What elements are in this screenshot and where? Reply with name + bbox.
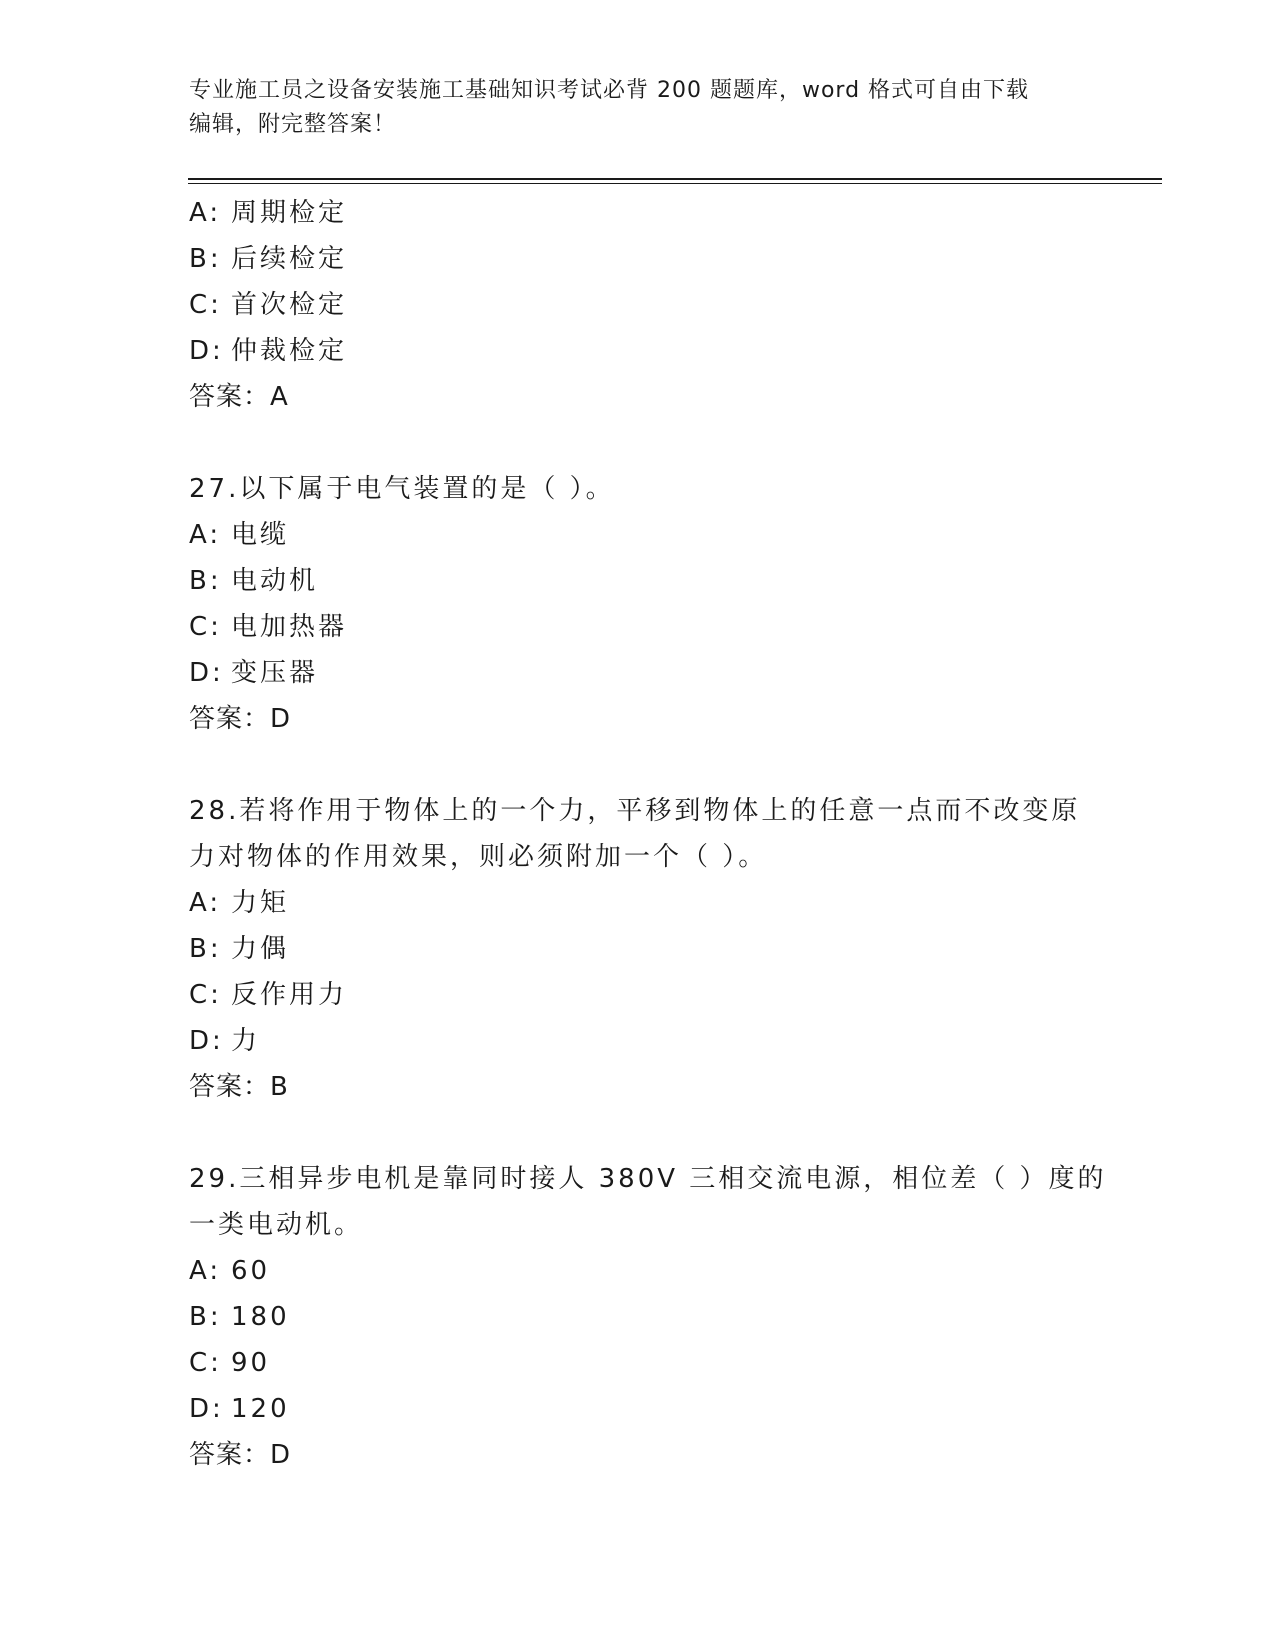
question-block-28: [189, 788, 1089, 1110]
option-a: [189, 880, 1089, 926]
option-a: [189, 512, 1089, 558]
option-text: 90: [231, 1348, 271, 1378]
question-spacer: [189, 1110, 1089, 1156]
option-text: 首次检定: [231, 290, 348, 320]
option-label: A:: [189, 1256, 222, 1286]
option-text: 变压器: [231, 658, 319, 688]
header-line-2: 编辑，附完整答案！: [189, 112, 397, 137]
answer-line: 答案：A: [189, 382, 289, 412]
option-b: [189, 1294, 1089, 1340]
question-text: 一类电动机。: [189, 1210, 364, 1240]
option-label: C:: [189, 980, 222, 1010]
option-text: 后续检定: [231, 244, 348, 274]
option-label: A:: [189, 198, 222, 228]
option-a: [189, 1248, 1089, 1294]
option-b: [189, 558, 1089, 604]
option-b: [189, 926, 1089, 972]
document-header: [189, 74, 1069, 142]
question-list: [189, 190, 1107, 1478]
question-spacer: [189, 742, 1089, 788]
answer-line: 答案：D: [189, 704, 292, 734]
option-label: B:: [189, 244, 222, 274]
option-text: 周期检定: [231, 198, 348, 228]
question-block-continued: [189, 190, 1089, 420]
option-text: 力偶: [231, 934, 290, 964]
option-d: [189, 328, 1089, 374]
option-text: 电动机: [231, 566, 319, 596]
option-a: [189, 190, 1089, 236]
option-label: B:: [189, 934, 222, 964]
question-spacer: [189, 420, 1089, 466]
answer-line: 答案：B: [189, 1072, 289, 1102]
option-c: [189, 604, 1089, 650]
option-d: [189, 650, 1089, 696]
option-text: 120: [231, 1394, 290, 1424]
option-d: [189, 1386, 1089, 1432]
option-c: [189, 1340, 1089, 1386]
option-label: C:: [189, 612, 222, 642]
option-label: D:: [189, 1394, 224, 1424]
option-label: A:: [189, 888, 222, 918]
option-text: 电加热器: [231, 612, 348, 642]
header-rule-thick: [188, 178, 1162, 180]
option-label: D:: [189, 336, 224, 366]
header-line-1: 专业施工员之设备安装施工基础知识考试必背 200 题题库，word 格式可自由下载: [189, 78, 1030, 103]
option-label: C:: [189, 1348, 222, 1378]
option-d: [189, 1018, 1089, 1064]
option-c: [189, 282, 1089, 328]
option-text: 电缆: [231, 520, 290, 550]
option-label: D:: [189, 658, 224, 688]
option-text: 力矩: [231, 888, 290, 918]
option-text: 60: [231, 1256, 271, 1286]
question-text: 28.若将作用于物体上的一个力，平移到物体上的任意一点而不改变原: [189, 796, 1081, 826]
question-block-29: [189, 1156, 1107, 1478]
option-text: 仲裁检定: [231, 336, 348, 366]
question-text: 力对物体的作用效果，则必须附加一个（ ）。: [189, 842, 768, 872]
option-text: 反作用力: [231, 980, 348, 1010]
option-label: C:: [189, 290, 222, 320]
option-b: [189, 236, 1089, 282]
option-label: B:: [189, 1302, 222, 1332]
question-block-27: [189, 466, 1089, 742]
option-label: B:: [189, 566, 222, 596]
option-text: 力: [231, 1026, 261, 1056]
question-text: 29.三相异步电机是靠同时接人 380V 三相交流电源，相位差（ ）度的: [189, 1164, 1107, 1194]
question-text: 27.以下属于电气装置的是（ ）。: [189, 474, 615, 504]
option-c: [189, 972, 1089, 1018]
option-label: D:: [189, 1026, 224, 1056]
answer-line: 答案：D: [189, 1440, 292, 1470]
header-rule-thin: [188, 183, 1162, 184]
option-text: 180: [231, 1302, 290, 1332]
option-label: A:: [189, 520, 222, 550]
